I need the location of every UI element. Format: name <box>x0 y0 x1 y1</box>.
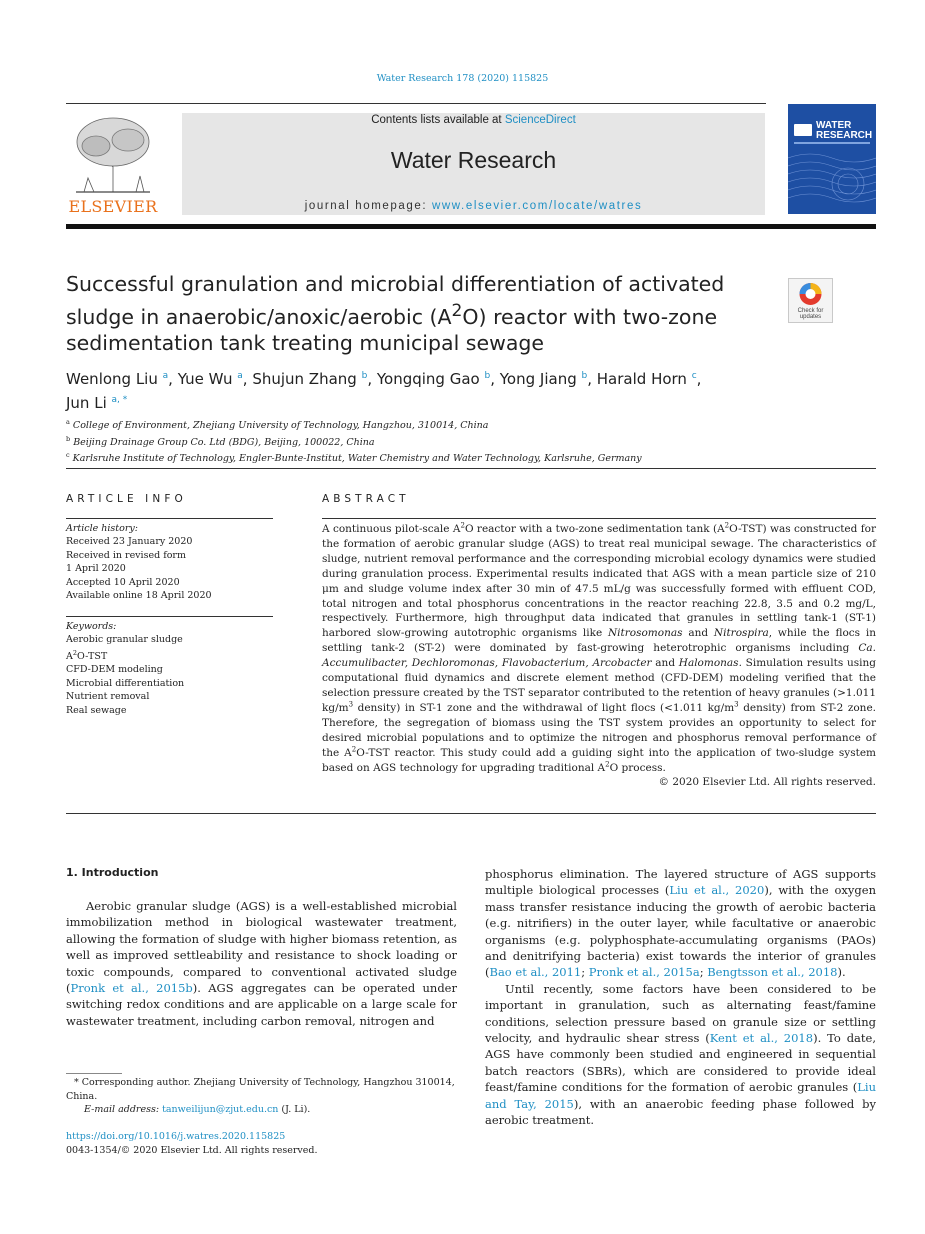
email-link[interactable]: tanweilijun@zjut.edu.cn <box>162 1104 279 1115</box>
abstract-heading: ABSTRACT <box>322 493 410 505</box>
author-name[interactable]: Jun Li <box>66 394 107 412</box>
author-affiliation-mark[interactable]: b <box>484 371 491 381</box>
article-title: Successful granulation and microbial differentiation of activated sludge in anaerobic/anoxic/aerobic $(A^2O)$ reactor with two-zone sedimentation tank treating municipal sewage <box>66 272 725 355</box>
body-column-right <box>485 866 876 1129</box>
header-rule <box>66 103 766 104</box>
affiliation-list <box>66 416 866 466</box>
author-name[interactable]: Harald Horn <box>596 370 687 388</box>
contents-line <box>182 114 765 126</box>
reference-link[interactable]: Liu and Tay, 2015 <box>485 1080 876 1111</box>
keyword-item: Real sewage <box>66 704 127 716</box>
keyword-item: Nutrient removal <box>66 691 150 703</box>
article-info-heading: ARTICLE INFO <box>66 493 187 505</box>
paragraph: Until recently, some factors have been considered to be important in granulation, such as alternating feast/famine conditions, selection pressure based on granule size or settling velocity, and hydraulic shear stress (Kent et al., 2018). To date, AGS have commonly been studied and engineered in sequential batch reactors (SBRs), which are considered to provide ideal feast/famine conditions for the formation of aerobic granules (Liu and Tay, 2015), with an anaerobic feeding phase followed by aerobic treatment. <box>485 981 876 1128</box>
journal-citation-link[interactable]: Water Research 178 (2020) 115825 <box>376 73 549 84</box>
reference-link[interactable]: Pronk et al., 2015b <box>70 981 193 996</box>
journal-homepage-link[interactable]: www.elsevier.com/locate/watres <box>431 200 643 212</box>
history-label: Article history: <box>66 523 138 534</box>
history-item: Received 23 January 2020 <box>66 536 193 548</box>
keywords-label: Keywords: <box>66 621 117 632</box>
keyword-item: CFD-DEM modeling <box>66 664 163 676</box>
introduction-heading: 1. Introduction <box>66 866 159 879</box>
elsevier-wordmark: ELSEVIER <box>68 197 158 216</box>
corresponding-note: * Corresponding author. Zhejiang University of Technology, Hangzhou 310014, China. <box>66 1077 455 1102</box>
journal-title[interactable]: Water Research <box>390 147 557 173</box>
cover-title: WATER RESEARCH <box>816 120 873 141</box>
reference-link[interactable]: Liu et al., 2020 <box>669 883 765 898</box>
keyword-item: $A^2O$-TST <box>66 648 108 662</box>
paragraph: Aerobic granular sludge (AGS) is a well-established microbial immobilization method in biological wastewater treatment, allowing the formation of sludge with higher biomass retention, as well as improved settleability and resistance to shock loading or toxic compounds, compared to conventional activated sludge (Pronk et al., 2015b). AGS aggregates can be operated under switching redox conditions and are applicable on a large scale for wastewater treatment, including carbon removal, nitrogen and <box>66 899 457 1028</box>
header-thick-rule <box>66 224 876 229</box>
author-name[interactable]: Wenlong Liu <box>66 370 158 388</box>
affiliation-item: $^b$ Beijing Drainage Group Co. Ltd (BDG), Beijing, 100022, China <box>66 434 375 448</box>
body-column-left <box>66 898 457 1029</box>
iwa-badge <box>794 124 812 136</box>
keyword-item: Microbial differentiation <box>66 677 185 689</box>
keyword-item: Aerobic granular sludge <box>66 634 183 646</box>
abstract-copyright: © 2020 Elsevier Ltd. All rights reserved. <box>658 776 876 788</box>
reference-link[interactable]: Kent et al., 2018 <box>709 1031 814 1046</box>
author-list: Wenlong Liu $^a$, Yue Wu $^a$, Shujun Zhang $^b$, Yongqing Gao $^b$, Yong Jiang $^b$, Harald Horn $^c$, Jun Li $^{a, *}$ <box>66 370 702 412</box>
crossmark-label: Check for updates <box>797 308 824 320</box>
article-info-rule <box>66 518 273 519</box>
journal-cover-image[interactable] <box>788 104 876 214</box>
history-item: 1 April 2020 <box>66 563 126 575</box>
author-name[interactable]: Shujun Zhang <box>252 370 357 388</box>
author-affiliation-mark[interactable]: a, * <box>111 395 128 405</box>
author-affiliation-mark[interactable]: b <box>361 371 368 381</box>
issn-copyright: 0043-1354/© 2020 Elsevier Ltd. All rights reserved. <box>66 1145 318 1156</box>
history-item: Accepted 10 April 2020 <box>66 576 180 588</box>
reference-link[interactable]: Bao et al., 2011 <box>489 965 582 980</box>
author-name[interactable]: Yongqing Gao <box>376 370 480 388</box>
author-affiliation-mark[interactable]: b <box>581 371 588 381</box>
corresponding-author-footnote: * Corresponding author. Zhejiang University of Technology, Hangzhou 310014, China. E-mail address: tanweilijun@zjut.edu.cn (J. Li). <box>66 1076 457 1117</box>
journal-homepage-line <box>182 200 765 212</box>
author-affiliation-mark[interactable]: a <box>162 371 169 381</box>
cover-wave-pattern <box>788 148 876 214</box>
homepage-prefix: journal homepage: <box>304 200 432 212</box>
affiliation-item: $^c$ Karlsruhe Institute of Technology, Engler-Bunte-Institut, Water Chemistry and Water Technology, Karlsruhe, Germany <box>66 451 642 465</box>
history-item: Received in revised form <box>66 549 186 561</box>
author-affiliation-mark[interactable]: a <box>237 371 243 381</box>
footnote-rule <box>66 1073 122 1074</box>
reference-link[interactable]: Pronk et al., 2015a <box>588 965 700 980</box>
cover-subtitle-bar <box>794 142 870 144</box>
author-name[interactable]: Yong Jiang <box>499 370 577 388</box>
abstract-text: A continuous pilot-scale $A^2O$ reactor with a two-zone sedimentation tank $(A^2O-TST)$ was constructed for the formation of aerobic granular sludge (AGS) to treat real municipal sewage. The characteristics of sludge, nutrient removal performance and the corresponding microbial ecology dynamics were studied during granulation process. Experimental results indicated that AGS with a mean particle size of 210 μm and sludge volume index after 30 min of 47.5 mL/g was successfully formed with effluent COD, total nitrogen and total phosphorus concentrations in the reactor reaching 22.8, 3.5 and 0.2 mg/L, respectively. Furthermore, high throughput data indicated that granules in settling tank-1 (ST-1) harbored slow-growing autotrophic organisms like Nitrosomonas and Nitrospira, while the flocs in settling tank-2 (ST-2) were dominated by fast-growing heterotrophic organisms including Ca. Accumulibacter, Dechloromonas, Flavobacterium, Arcobacter and Halomonas. Simulation results using computational fluid dynamics and discrete element method (CFD-DEM) modeling verified that the selection pressure created by the TST separator contributed to the retention of heavy granules (>1.011 $kg/m^3$ density) in ST-1 zone and the withdrawal of light flocs (<1.011 $kg/m^3$ density) from ST-2 zone. Therefore, the segregation of biomass using the TST system provides an opportunity to select for desired microbial populations and to optimize the nitrogen and phosphorus removal performance of the $A^2O$-TST reactor. This study could add a guiding sight into the application of two-sludge system based on AGS technology for upgrading traditional $A^2O$ process. <box>322 521 876 774</box>
affiliation-item: $^a$ College of Environment, Zhejiang University of Technology, Hangzhou, 310014, China <box>66 418 489 432</box>
email-label: E-mail address: <box>84 1104 163 1115</box>
history-item: Available online 18 April 2020 <box>66 590 212 602</box>
paragraph: phosphorus elimination. The layered structure of AGS supports multiple biological processes (Liu et al., 2020), with the oxygen mass transfer resistance inducing the growth of aerobic bacteria (e.g. nitrifiers) in the outer layer, while facultative or anaerobic organisms (e.g. polyphosphate-accumulating organisms (PAOs) and denitrifying bacteria) exist towards the interior of granules (Bao et al., 2011; Pronk et al., 2015a; Bengtsson et al., 2018). <box>485 867 876 980</box>
keywords-rule <box>66 616 273 617</box>
doi-link[interactable]: https://doi.org/10.1016/j.watres.2020.115825 <box>66 1131 286 1142</box>
abstract-rule <box>322 518 876 519</box>
author-affiliation-mark[interactable]: c <box>691 371 697 381</box>
check-for-updates-button[interactable] <box>788 278 833 323</box>
section-rule <box>66 468 876 469</box>
reference-link[interactable]: Bengtsson et al., 2018 <box>707 965 838 980</box>
keywords-list <box>66 620 273 717</box>
crossmark-icon <box>789 279 832 309</box>
contents-prefix: Contents lists available at <box>371 114 505 126</box>
article-history <box>66 522 273 602</box>
author-name[interactable]: Yue Wu <box>177 370 233 388</box>
sciencedirect-link[interactable]: ScienceDirect <box>504 114 576 126</box>
body-rule <box>66 813 876 814</box>
